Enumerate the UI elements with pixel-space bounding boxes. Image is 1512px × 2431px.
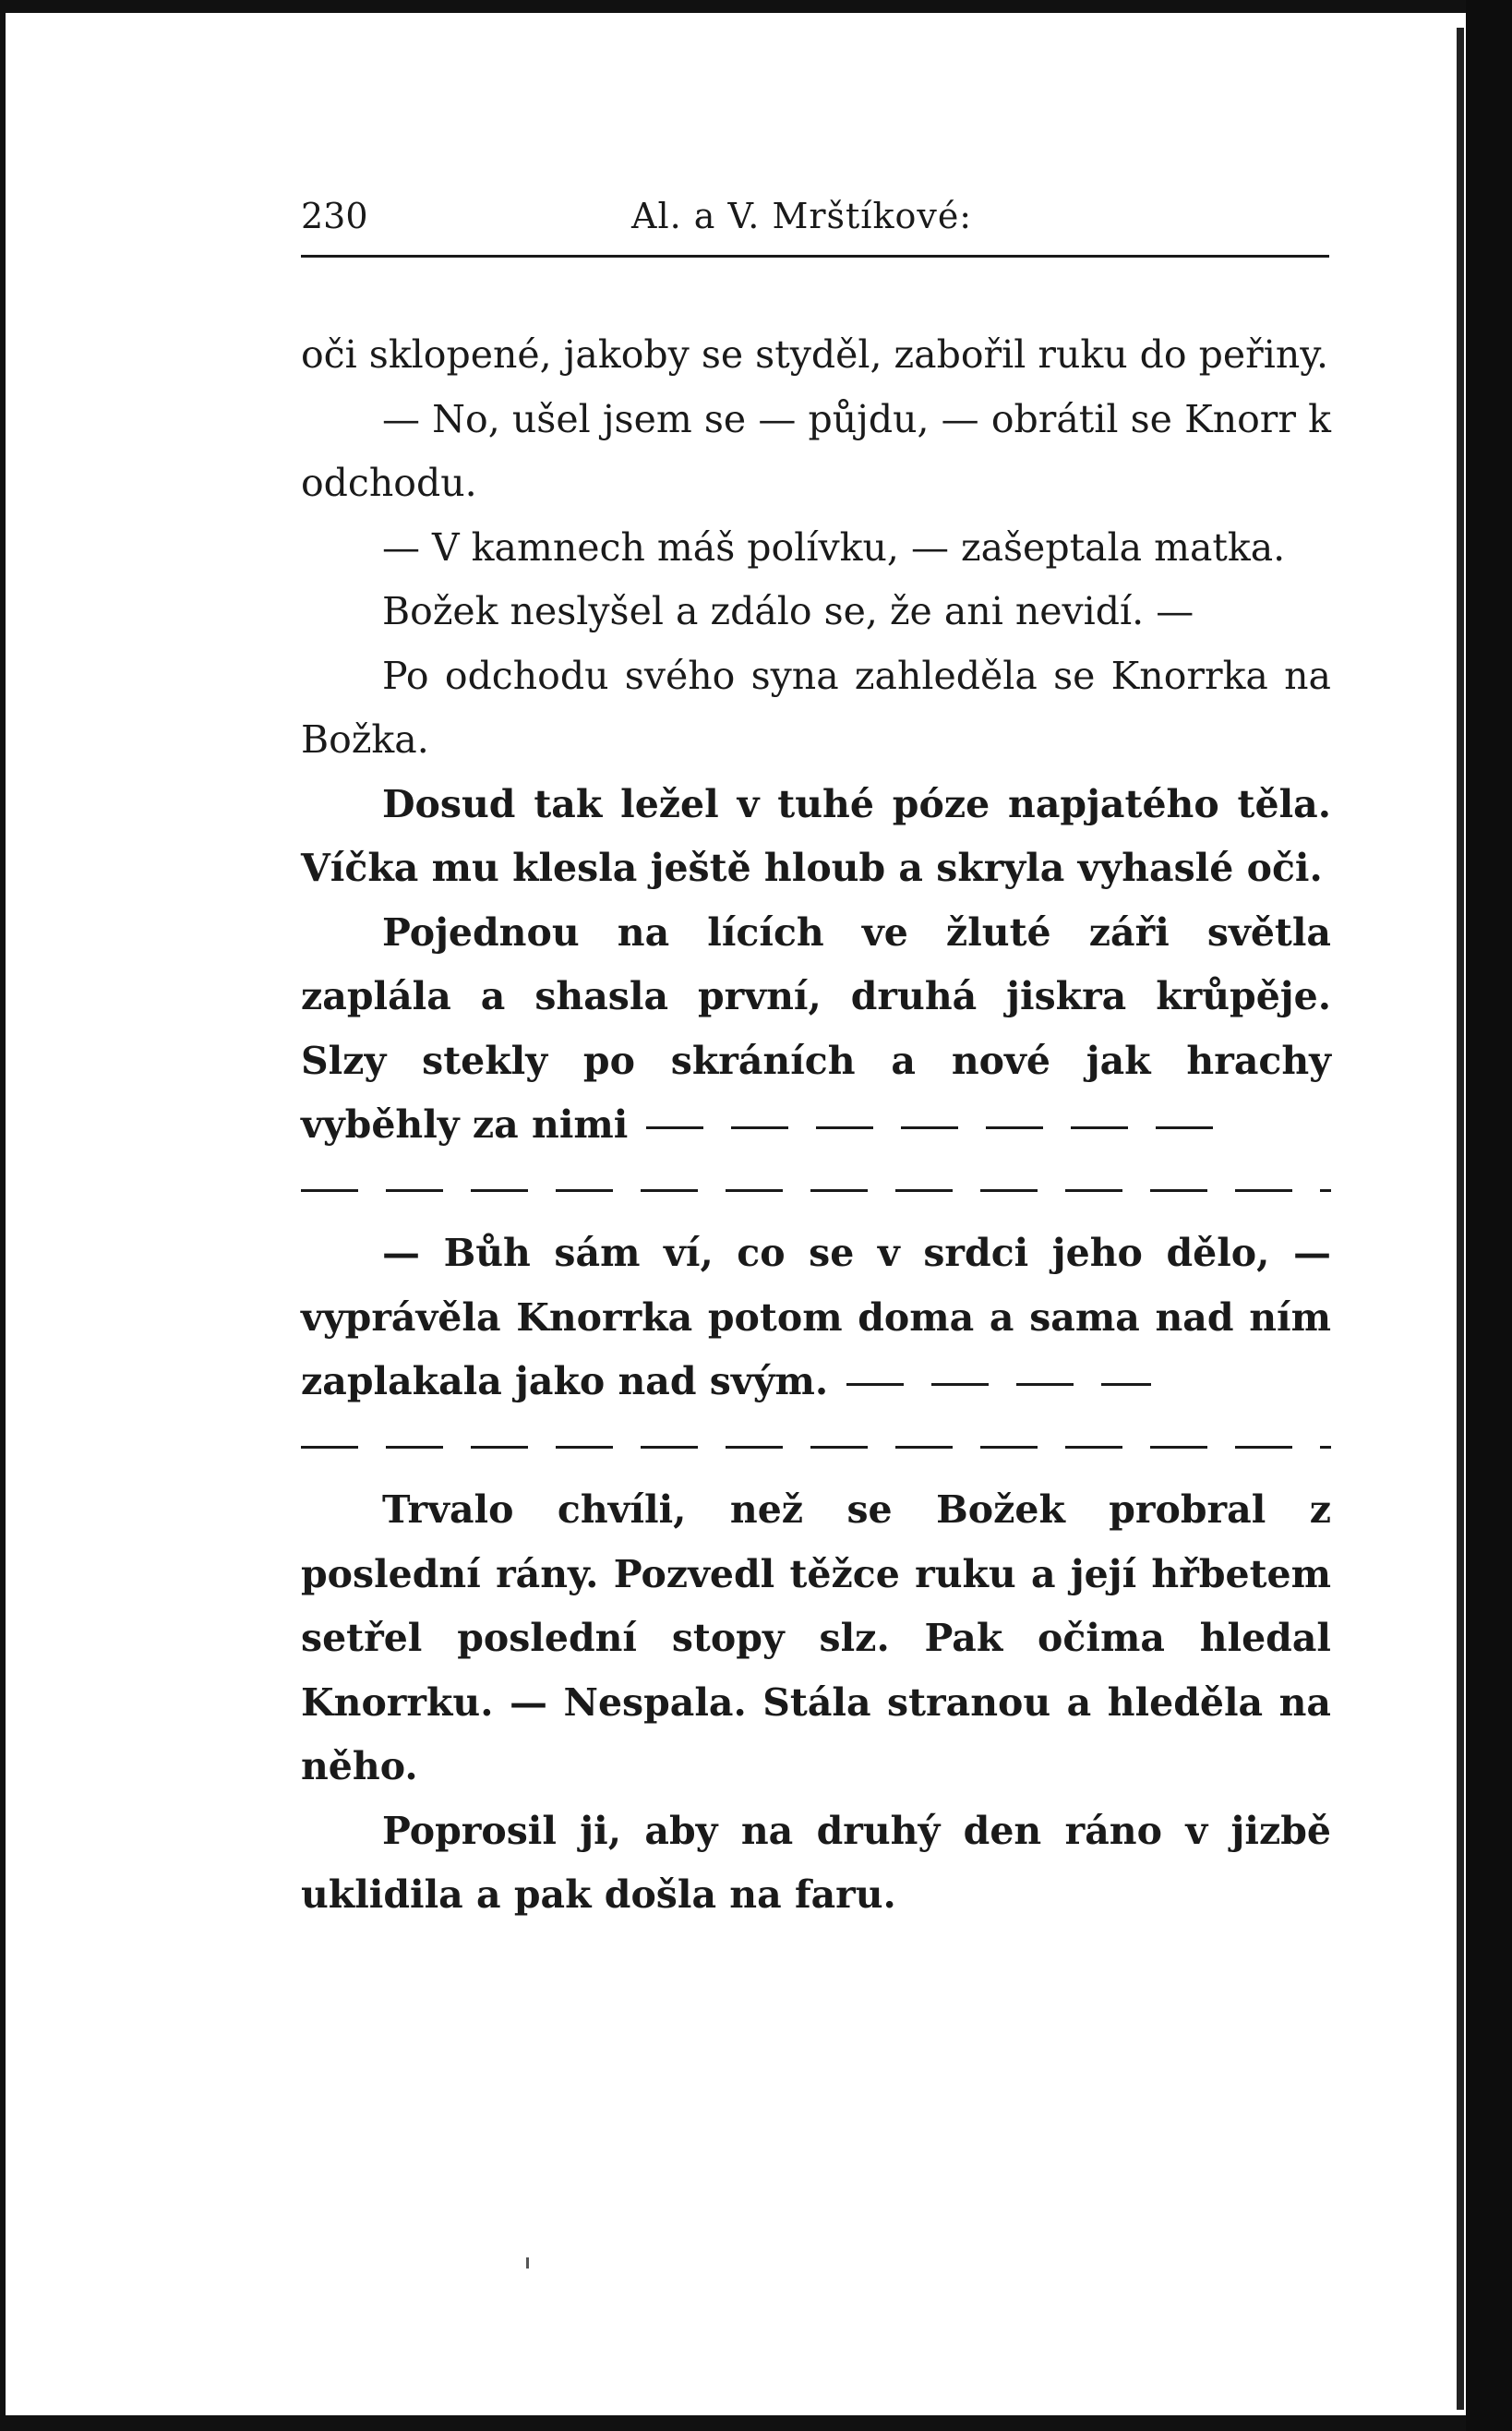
scan-speck: [526, 2257, 529, 2269]
dash-separator-line: [301, 1414, 1331, 1479]
book-page: [301, 185, 1331, 1917]
paragraph: Trvalo chvíli, než se Božek probral z poslední rány. Pozvedl těžce ruku a její hřbetem setřel poslední stopy slz. Pak očima hledal Knorrku. — Nespala. Stála stranou a hleděla na něho.: [301, 1487, 1331, 1788]
page-number: 230: [301, 196, 368, 236]
body-text: [301, 323, 1331, 1928]
paragraph: Dosud tak ležel v tuhé póze napjatého těla. Víčka mu klesla ještě hloub a skryla vyhaslé oči.: [301, 781, 1331, 890]
header-rule: [301, 255, 1329, 258]
paragraph: Po odchodu svého syna zahleděla se Knorrka na Božka.: [301, 653, 1331, 762]
scan-border-top: [0, 0, 1512, 13]
paragraph: oči sklopené, jakoby se styděl, zabořil ruku do peřiny.: [301, 332, 1329, 377]
paragraph-with-dashes: [301, 1222, 1331, 1414]
scan-border-right: [1466, 0, 1512, 2431]
paragraph-with-dashes: [301, 901, 1331, 1158]
running-title: Al. a V. Mrštíkové:: [631, 196, 973, 236]
paragraph: — No, ušel jsem se — půjdu, — obrátil se Knorr k odchodu.: [301, 396, 1331, 505]
scan-border-bottom: [0, 2415, 1512, 2431]
paragraph: Poprosil ji, aby na druhý den ráno v jizbě uklidila a pak došla na faru.: [301, 1808, 1331, 1917]
scan-border-left: [0, 0, 6, 2431]
paragraph-text: Pojednou na lících ve žluté záři světla zaplála a shasla první, druhá jiskra krůpěje. Slzy stekly po skráních a nové jak hrachy vyběhly za nimi: [301, 909, 1331, 1147]
running-head: [301, 185, 1331, 249]
dash-leader: [646, 1126, 1228, 1129]
dash-separator-line: [301, 1158, 1331, 1222]
dash-leader: [846, 1383, 1151, 1386]
paragraph-text: — Bůh sám ví, co se v srdci jeho dělo, — vyprávěla Knorrka potom doma a sama nad ním zaplakala jako nad svým.: [301, 1231, 1331, 1403]
paragraph: — V kamnech máš polívku, — zašeptala matka.: [382, 524, 1286, 570]
scan-border-right-inner: [1457, 28, 1464, 2410]
paragraph: Božek neslyšel a zdálo se, že ani nevidí. —: [382, 589, 1194, 633]
